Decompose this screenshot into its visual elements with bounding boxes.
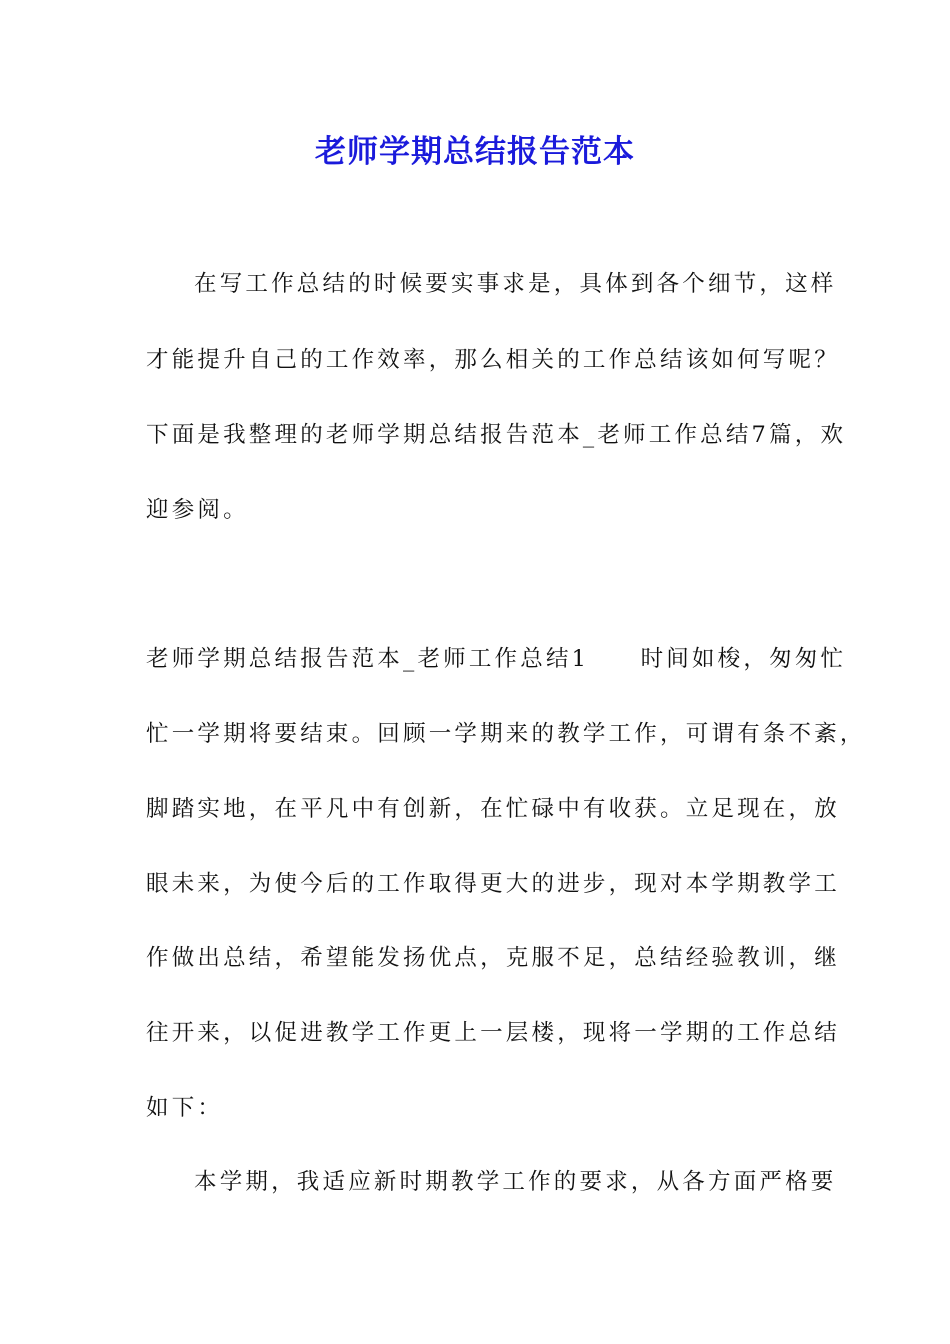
section-1-line-5: 作做出总结，希望能发扬优点，克服不足，总结经验教训，继: [146, 945, 840, 971]
section-1-line-2: 忙一学期将要结束。回顾一学期来的教学工作，可谓有条不紊，: [146, 721, 866, 747]
section-1-line-1: 老师学期总结报告范本_老师工作总结1 时间如梭，匆匆忙: [146, 646, 847, 672]
document-title: 老师学期总结报告范本: [315, 134, 635, 170]
section-2-line-1: 本学期，我适应新时期教学工作的要求，从各方面严格要: [194, 1169, 837, 1195]
section-1-line-3: 脚踏实地，在平凡中有创新，在忙碌中有收获。立足现在，放: [146, 796, 840, 822]
section-1-line-7: 如下：: [146, 1095, 224, 1121]
section-1-line-6: 往开来，以促进教学工作更上一层楼，现将一学期的工作总结: [146, 1020, 840, 1046]
intro-line-2: 才能提升自己的工作效率，那么相关的工作总结该如何写呢？: [146, 347, 840, 373]
section-1-line-4: 眼未来，为使今后的工作取得更大的进步，现对本学期教学工: [146, 871, 840, 897]
intro-line-4: 迎参阅。: [146, 497, 249, 523]
intro-line-1: 在写工作总结的时候要实事求是，具体到各个细节，这样: [194, 271, 837, 297]
intro-line-3: 下面是我整理的老师学期总结报告范本_老师工作总结7篇，欢: [146, 422, 847, 448]
